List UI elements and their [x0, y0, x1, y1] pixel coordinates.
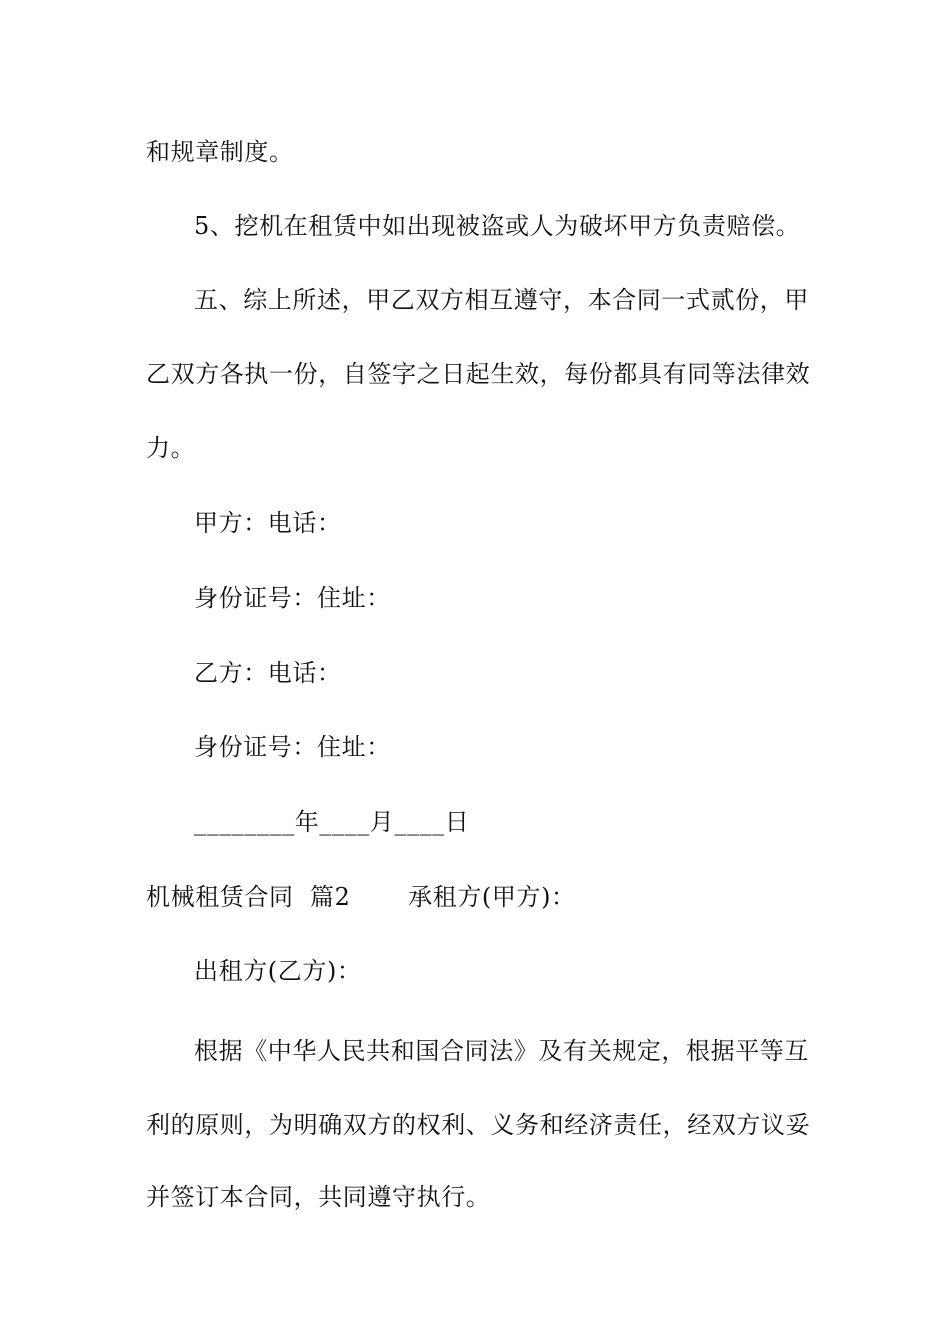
- party-a-id-address: 身份证号：住址：: [194, 584, 391, 612]
- date-line: ________年____月____日: [194, 808, 470, 836]
- contract-title-line: 机械租赁合同 篇2 承租方(甲方)：: [146, 883, 576, 911]
- text-line: 力。: [146, 434, 196, 462]
- party-a-phone: 甲方：电话：: [194, 509, 342, 537]
- party-b-id-address: 身份证号：住址：: [194, 733, 391, 761]
- text-line: 并签订本合同，共同遵守执行。: [146, 1183, 491, 1211]
- preamble-paragraph: 根据《中华人民共和国合同法》及有关规定，根据平等互: [194, 1037, 809, 1065]
- text-line: 利的原则，为明确双方的权利、义务和经济责任，经双方议妥: [146, 1111, 811, 1139]
- text-line: 和规章制度。: [146, 138, 294, 166]
- text-line: 乙双方各执一份，自签字之日起生效，每份都具有同等法律效: [146, 360, 811, 388]
- lessor-line: 出租方(乙方)：: [194, 957, 362, 985]
- party-b-phone: 乙方：电话：: [194, 659, 342, 687]
- clause-5-general: 五、综上所述，甲乙双方相互遵守，本合同一式贰份，甲: [194, 286, 809, 314]
- clause-5: 5、挖机在租赁中如出现被盗或人为破坏甲方负责赔偿。: [194, 212, 801, 240]
